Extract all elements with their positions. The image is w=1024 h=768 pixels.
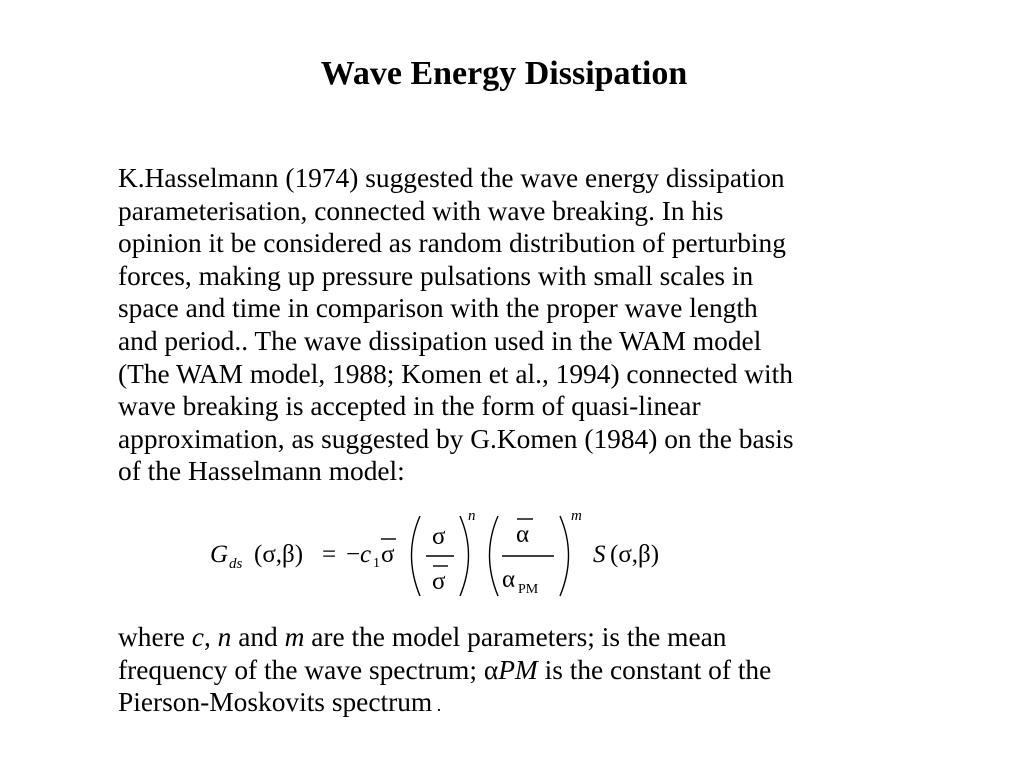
frac2-numerator: α: [516, 521, 530, 548]
frac2-denominator: α: [502, 566, 516, 593]
paren-right-2: [560, 516, 569, 596]
exponent-m: m: [571, 508, 582, 524]
formula-equals: =: [322, 541, 337, 568]
comma-separator: ,: [203, 622, 218, 652]
where-line-1-rest: are the model parameters; is the mean: [304, 622, 727, 652]
where-line-3: [118, 686, 998, 722]
where-line-2-end: is the constant of the: [537, 654, 772, 685]
param-m: m: [284, 622, 305, 652]
where-word: where: [118, 622, 192, 652]
formula-minus: −: [346, 541, 361, 568]
formula-g-subscript: ds: [229, 556, 243, 572]
formula-g-symbol: G: [210, 541, 229, 568]
dissipation-formula: [200, 500, 720, 610]
body-paragraph: K.Hasselmann (1974) suggested the wave energy dissipation parameterisation, connected with wave breaking. In his opinion it be considered as random distribution of perturbing forces, making up pressure pulsations with small scales in space and time in comparison with the proper wave length and period.. The wave dissipation used in the WAM model (The WAM model, 1988; Komen et al., 1994) connected with wave breaking is accepted in the form of quasi-linear approximation, as suggested by G.Komen (1984) on the basis of the Hasselmann model:: [118, 163, 794, 487]
where-line-2-start: frequency of the wave spectrum;: [118, 654, 484, 685]
pm-label: PM: [498, 654, 538, 685]
where-line-2: [118, 654, 998, 687]
frac1-numerator: σ: [432, 523, 446, 550]
trailing-period: .: [432, 695, 442, 716]
paren-left-2: [490, 516, 499, 596]
exponent-n: n: [468, 508, 476, 524]
formula-coef: c: [360, 541, 372, 568]
paren-right-1: [460, 516, 469, 596]
and-word: and: [231, 622, 285, 652]
paren-left-1: [412, 516, 421, 596]
formula-svg: [200, 500, 720, 610]
where-line-1: [118, 621, 998, 654]
formula-lhs-args: (σ,β): [254, 541, 304, 568]
slide-title: Wave Energy Dissipation: [320, 55, 688, 92]
formula-sigma-bar: σ: [381, 541, 395, 568]
spectrum-args: (σ,β): [610, 541, 660, 568]
alpha-symbol: α: [483, 654, 499, 685]
formula-coef-subscript: 1: [373, 556, 380, 571]
where-paragraph: [118, 621, 998, 722]
spectrum-symbol: S: [593, 541, 606, 568]
where-line-3-text: Pierson-Moskovits spectrum: [118, 687, 433, 718]
frac2-den-subscript: PM: [518, 582, 539, 597]
param-n: n: [217, 622, 232, 652]
param-c: c: [191, 622, 204, 652]
frac1-denominator: σ: [432, 568, 446, 595]
